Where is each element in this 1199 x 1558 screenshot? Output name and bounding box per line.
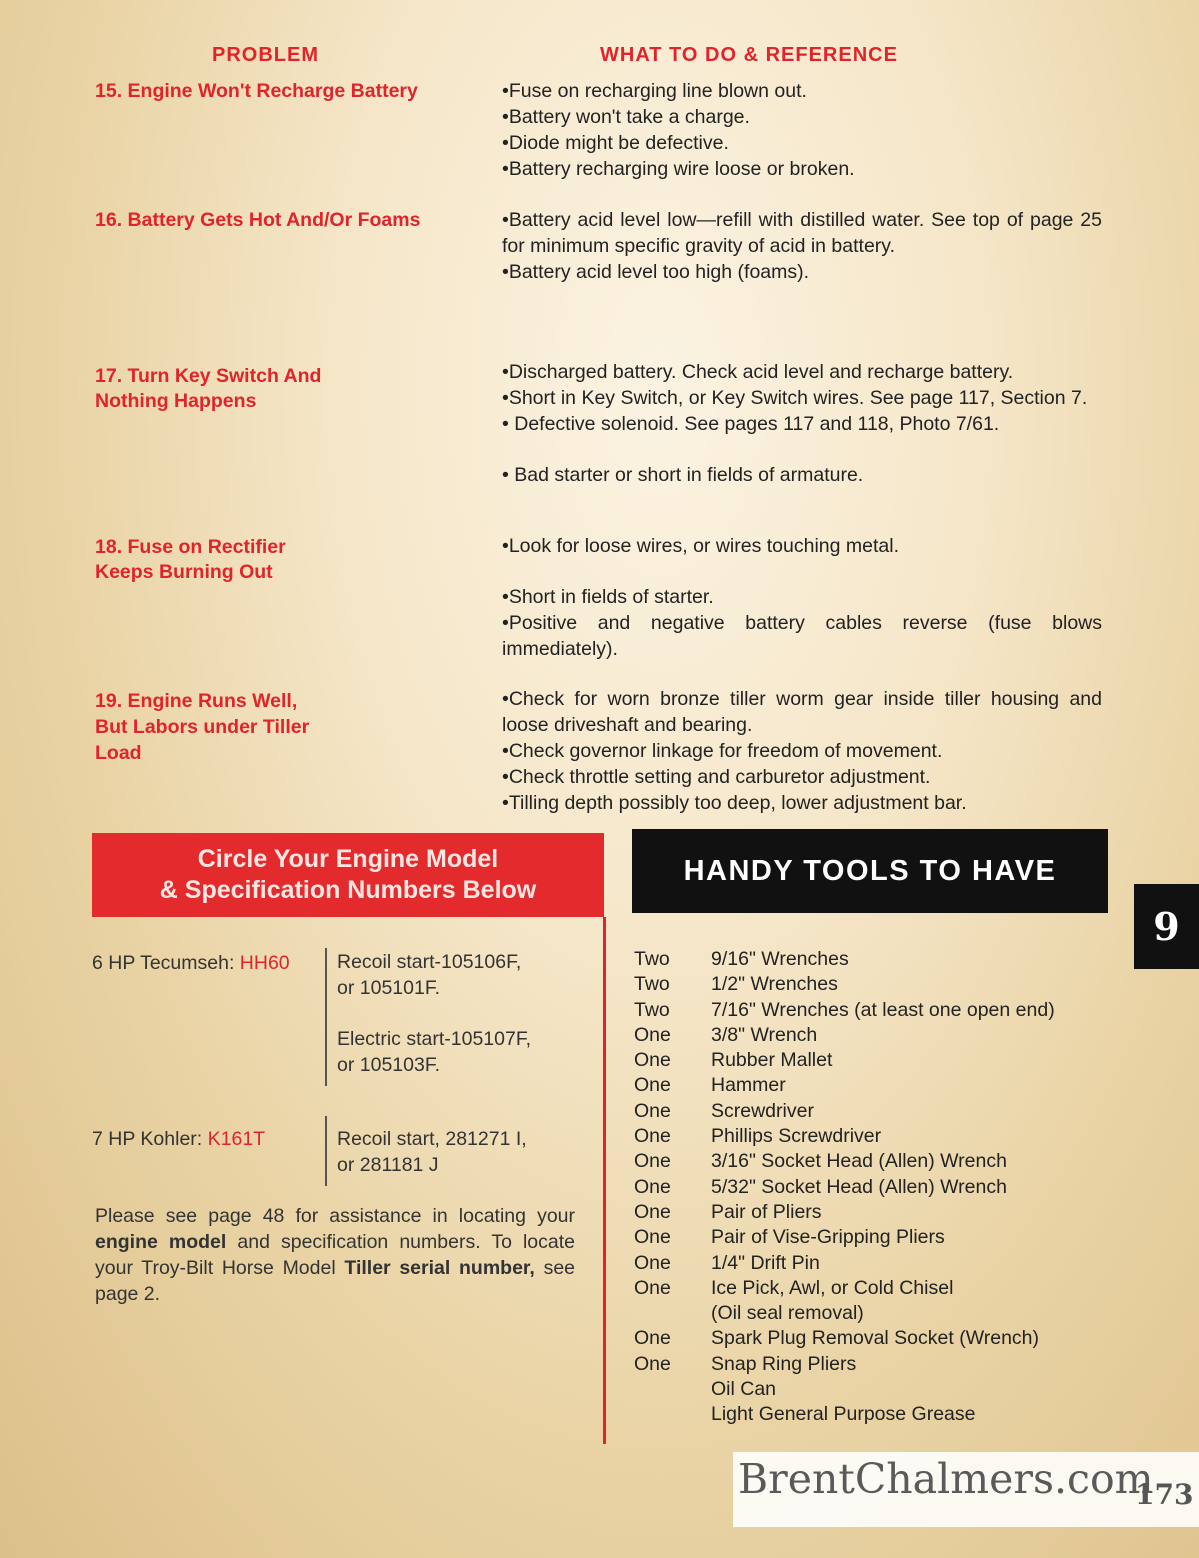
- tool-quantity: Two: [634, 973, 670, 996]
- answer-line: •Discharged battery. Check acid level and recharge battery.: [502, 361, 1014, 383]
- tool-name: Spark Plug Removal Socket (Wrench): [711, 1327, 1040, 1350]
- problem-header: PROBLEM: [212, 44, 319, 66]
- tool-name: Snap Ring Pliers: [711, 1352, 857, 1375]
- answer-line: • Bad starter or short in fields of armature.: [502, 464, 864, 486]
- tool-quantity: One: [634, 1251, 671, 1274]
- tool-name: Oil Can: [711, 1378, 777, 1401]
- problem-15: 15. Engine Won't Recharge Battery: [95, 80, 418, 102]
- spec-line: Recoil start-105106F,: [337, 951, 522, 973]
- spec-line: or 105103F.: [337, 1054, 440, 1076]
- note-text: see page 2.: [95, 1257, 576, 1305]
- answer-line: •Check throttle setting and carburetor adjustment.: [502, 766, 931, 788]
- tool-name: Phillips Screwdriver: [711, 1125, 882, 1148]
- problem-17: 17. Turn Key Switch And Nothing Happens: [95, 365, 322, 412]
- tool-name: 7/16" Wrenches (at least one open end): [711, 998, 1055, 1021]
- banner-line: Circle Your Engine Model: [197, 845, 499, 873]
- engine-label: 6 HP Tecumseh:: [92, 952, 240, 974]
- tool-quantity: One: [634, 1226, 671, 1249]
- tecumseh-recoil-spec: [337, 949, 521, 1001]
- spec-line: or 105101F.: [337, 977, 440, 999]
- tool-quantity: Two: [634, 948, 670, 970]
- tool-quantity: Two: [634, 998, 670, 1021]
- tecumseh-engine: [92, 952, 290, 975]
- tool-name: Light General Purpose Grease: [711, 1403, 976, 1426]
- tool-quantity: One: [634, 1175, 671, 1198]
- answer-line: •Short in Key Switch, or Key Switch wires. See page 117, Section 7.: [502, 387, 1088, 409]
- answer-line: •Battery acid level low—refill with distilled water. See top of page 25 for minimum specific gravity of acid in battery.: [502, 209, 1102, 257]
- note-bold: Tiller serial number,: [344, 1257, 535, 1279]
- tool-quantity: One: [634, 1074, 671, 1097]
- answer-line: •Positive and negative battery cables reverse (fuse blows immediately).: [502, 612, 1102, 660]
- tool-name: Screwdriver: [711, 1099, 814, 1122]
- problem-18: 18. Fuse on Rectifier Keeps Burning Out: [95, 536, 286, 583]
- handy-tools-banner: HANDY TOOLS TO HAVE: [632, 829, 1108, 913]
- tool-quantity: One: [634, 1200, 671, 1223]
- engine-divider: [325, 1116, 327, 1186]
- answer-line: •Diode might be defective.: [502, 132, 729, 154]
- tool-name: (Oil seal removal): [711, 1302, 864, 1325]
- tool-name: 1/4" Drift Pin: [711, 1251, 820, 1274]
- answer-line: • Defective solenoid. See pages 117 and 118, Photo 7/61.: [502, 413, 1000, 435]
- note-text: Please see page 48 for assistance in locating your: [95, 1205, 575, 1227]
- answer-line: •Fuse on recharging line blown out.: [502, 80, 807, 102]
- tool-quantity: One: [634, 1150, 671, 1173]
- spec-line: or 281181 J: [337, 1154, 439, 1176]
- kohler-recoil-spec: [337, 1126, 527, 1178]
- spec-line: Electric start-105107F,: [337, 1028, 532, 1050]
- engine-model-banner: [92, 833, 604, 917]
- tool-name: 5/32" Socket Head (Allen) Wrench: [711, 1175, 1007, 1198]
- tool-name: 1/2" Wrenches: [711, 973, 838, 996]
- answer-line: •Short in fields of starter.: [502, 586, 714, 608]
- serial-number-note: [95, 1203, 575, 1307]
- answer-line: •Battery acid level too high (foams).: [502, 261, 810, 283]
- answer-16: [502, 207, 1102, 285]
- answer-line: •Check for worn bronze tiller worm gear inside tiller housing and loose driveshaft and bearing.: [502, 688, 1102, 736]
- answer-15: [502, 78, 1102, 182]
- section-tab: 9: [1134, 884, 1199, 969]
- answer-17: [502, 359, 1102, 488]
- tool-name: Pair of Vise-Gripping Pliers: [711, 1226, 945, 1249]
- answer-line: •Check governor linkage for freedom of movement.: [502, 740, 943, 762]
- answer-19: [502, 686, 1102, 816]
- note-bold: engine model: [95, 1231, 227, 1253]
- problem-16: 16. Battery Gets Hot And/Or Foams: [95, 209, 421, 231]
- tool-name: 9/16" Wrenches: [711, 948, 849, 970]
- engine-divider: [325, 948, 327, 1086]
- tecumseh-electric-spec: [337, 1026, 531, 1078]
- answer-line: •Battery won't take a charge.: [502, 106, 750, 128]
- engine-label: 7 HP Kohler:: [92, 1128, 208, 1150]
- tool-name: 3/8" Wrench: [711, 1023, 818, 1046]
- tool-name: Rubber Mallet: [711, 1049, 833, 1072]
- reference-header: WHAT TO DO & REFERENCE: [600, 44, 898, 66]
- banner-line: & Specification Numbers Below: [159, 876, 537, 904]
- engine-model: K161T: [207, 1128, 266, 1150]
- tool-quantity: One: [634, 1276, 671, 1299]
- tool-name: Hammer: [711, 1074, 786, 1097]
- tool-quantity: One: [634, 1327, 671, 1350]
- tool-name: 3/16" Socket Head (Allen) Wrench: [711, 1150, 1007, 1173]
- section-divider: [603, 917, 606, 1444]
- spec-line: Recoil start, 281271 I,: [337, 1128, 527, 1150]
- tool-name: Pair of Pliers: [711, 1200, 822, 1223]
- answer-18: [502, 533, 1102, 662]
- note-text: and specification numbers. To locate your Troy-Bilt Horse Model: [95, 1231, 575, 1279]
- page-number: 173: [1135, 1478, 1194, 1511]
- engine-model: HH60: [239, 952, 290, 974]
- answer-line: •Tilling depth possibly too deep, lower adjustment bar.: [502, 792, 967, 814]
- watermark: BrentChalmers.com: [733, 1452, 1199, 1527]
- tool-quantity: One: [634, 1023, 671, 1046]
- tool-quantity: One: [634, 1099, 671, 1122]
- tool-name: Ice Pick, Awl, or Cold Chisel: [711, 1276, 954, 1299]
- tool-quantity: One: [634, 1125, 671, 1148]
- tool-quantity: One: [634, 1049, 671, 1072]
- tool-quantity: One: [634, 1352, 671, 1375]
- answer-line: •Look for loose wires, or wires touching metal.: [502, 535, 899, 557]
- answer-line: •Battery recharging wire loose or broken.: [502, 158, 855, 180]
- problem-19: 19. Engine Runs Well, But Labors under Tiller Load: [95, 690, 310, 764]
- kohler-engine: [92, 1128, 265, 1151]
